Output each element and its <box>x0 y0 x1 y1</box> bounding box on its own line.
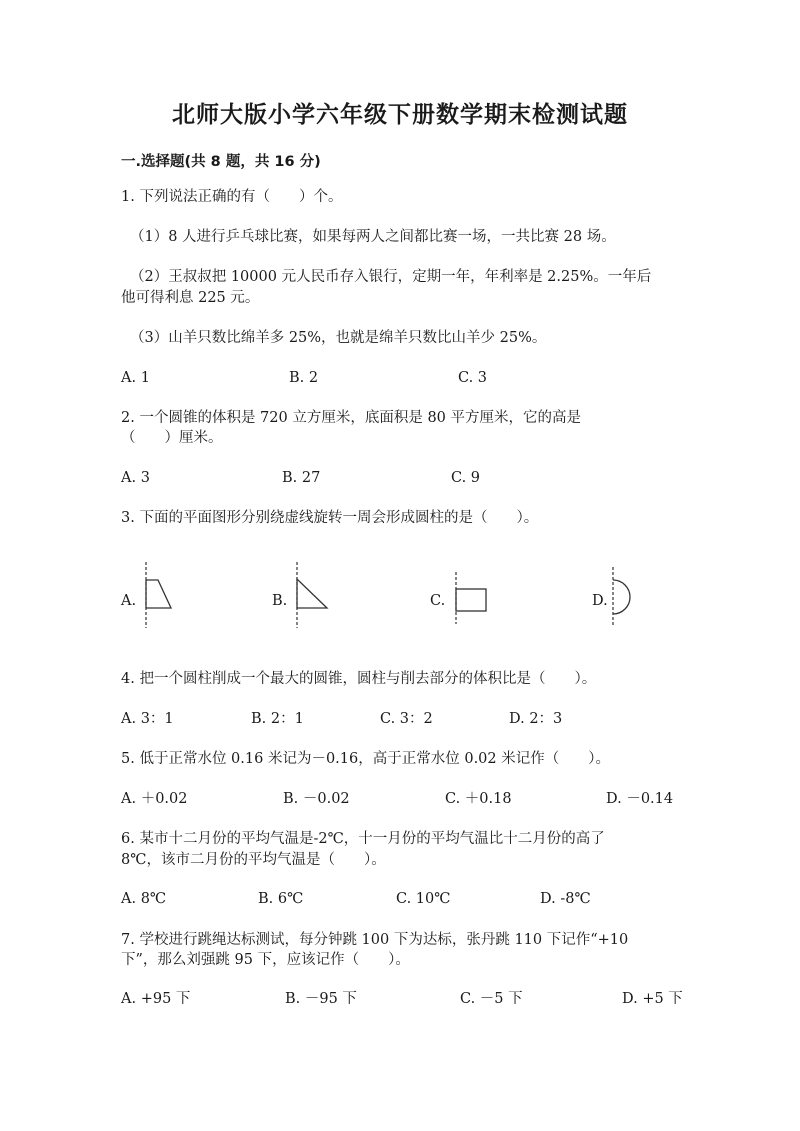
triangle-figure[interactable] <box>287 560 337 630</box>
q2-option-a[interactable]: A. 3 <box>121 470 150 486</box>
q1-statement-2: （2）王叔叔把 10000 元人民币存入银行，定期一年，年利率是 2.25%。一年后 <box>130 269 652 285</box>
q2-stem-cont: （ ）厘米。 <box>121 430 223 446</box>
semicircle-figure[interactable] <box>606 565 646 627</box>
q5-option-c[interactable]: C. ＋0.18 <box>445 791 512 807</box>
q4-stem: 4. 把一个圆柱削成一个最大的圆锥，圆柱与削去部分的体积比是（ ）。 <box>121 671 597 687</box>
q7-option-d[interactable]: D. +5 下 <box>622 991 683 1007</box>
q6-option-d[interactable]: D. -8℃ <box>540 891 591 907</box>
q1-option-a[interactable]: A. 1 <box>121 370 150 386</box>
q1-statement-1: （1）8 人进行乒乓球比赛，如果每两人之间都比赛一场，一共比赛 28 场。 <box>130 229 616 245</box>
q6-option-b[interactable]: B. 6℃ <box>258 891 304 907</box>
rectangle-figure[interactable] <box>445 570 495 626</box>
q3-stem: 3. 下面的平面图形分别绕虚线旋转一周会形成圆柱的是（ ）。 <box>121 510 539 526</box>
q3-label-c[interactable]: C. <box>430 593 446 609</box>
q4-option-a[interactable]: A. 3：1 <box>121 711 174 727</box>
q1-stem: 1. 下列说法正确的有（ ）个。 <box>121 189 343 205</box>
q1-statement-3: （3）山羊只数比绵羊多 25%，也就是绵羊只数比山羊少 25%。 <box>130 330 547 346</box>
q2-stem: 2. 一个圆锥的体积是 720 立方厘米，底面积是 80 平方厘米，它的高是 <box>121 410 582 426</box>
q5-option-d[interactable]: D. －0.14 <box>606 791 674 807</box>
page-title: 北师大版小学六年级下册数学期末检测试题 <box>172 101 628 128</box>
q6-stem: 6. 某市十二月份的平均气温是-2℃，十一月份的平均气温比十二月份的高了 <box>121 831 605 847</box>
q3-label-a[interactable]: A. <box>121 593 137 609</box>
q7-stem: 7. 学校进行跳绳达标测试，每分钟跳 100 下为达标，张丹跳 110 下记作“+10 <box>121 932 629 948</box>
q5-option-a[interactable]: A. ＋0.02 <box>121 791 188 807</box>
q6-option-a[interactable]: A. 8℃ <box>121 891 167 907</box>
q2-option-c[interactable]: C. 9 <box>451 470 481 486</box>
q1-statement-2-cont: 他可得利息 225 元。 <box>121 290 260 306</box>
q1-option-b[interactable]: B. 2 <box>289 370 319 386</box>
section-heading: 一.选择题(共 8 题，共 16 分) <box>121 154 321 170</box>
q6-stem-cont: 8℃，该市二月份的平均气温是（ ）。 <box>121 852 386 868</box>
q5-option-b[interactable]: B. －0.02 <box>283 791 350 807</box>
q3-label-b[interactable]: B. <box>272 593 288 609</box>
q7-option-c[interactable]: C. －5 下 <box>460 991 523 1007</box>
q4-option-d[interactable]: D. 2：3 <box>509 711 563 727</box>
q7-option-b[interactable]: B. －95 下 <box>285 991 357 1007</box>
q6-option-c[interactable]: C. 10℃ <box>396 891 451 907</box>
q7-option-a[interactable]: A. +95 下 <box>121 991 191 1007</box>
q5-stem: 5. 低于正常水位 0.16 米记为－0.16，高于正常水位 0.02 米记作（ ）。 <box>121 751 610 767</box>
q2-option-b[interactable]: B. 27 <box>282 470 321 486</box>
trapezoid-figure[interactable] <box>135 560 185 630</box>
q3-label-d[interactable]: D. <box>592 593 608 609</box>
q4-option-c[interactable]: C. 3：2 <box>380 711 433 727</box>
q4-option-b[interactable]: B. 2：1 <box>251 711 304 727</box>
q7-stem-cont: 下”，那么刘强跳 95 下，应该记作（ ）。 <box>121 952 410 968</box>
q1-option-c[interactable]: C. 3 <box>458 370 488 386</box>
